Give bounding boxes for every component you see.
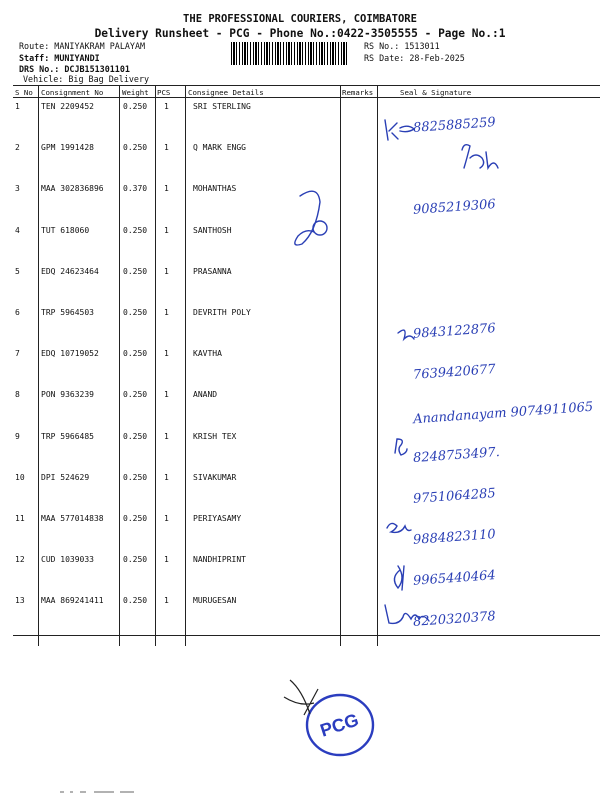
table-row bbox=[13, 139, 600, 180]
handwritten-phone: 9751064285 bbox=[412, 485, 497, 507]
cell-pcs: 1 bbox=[164, 143, 169, 153]
staff-label: Staff: MUNIYANDI bbox=[19, 53, 100, 63]
cell-sno: 9 bbox=[15, 431, 20, 441]
table-row bbox=[13, 180, 600, 221]
cell-weight: 0.250 bbox=[123, 225, 148, 235]
table-row bbox=[13, 428, 600, 469]
cell-pcs: 1 bbox=[164, 390, 169, 400]
cell-sno: 2 bbox=[15, 143, 20, 153]
cell-sno: 3 bbox=[15, 184, 20, 194]
cell-consignment: EDQ 24623464 bbox=[41, 266, 99, 276]
cell-consignee: ANAND bbox=[193, 390, 218, 400]
cell-consignment: TRP 5964503 bbox=[41, 308, 94, 317]
cell-pcs: 1 bbox=[164, 431, 169, 441]
pcg-stamp bbox=[280, 675, 390, 765]
column-header-remarks: Remarks bbox=[342, 88, 374, 97]
table-row bbox=[13, 386, 600, 427]
cell-consignment: TRP 5966485 bbox=[41, 431, 94, 441]
cell-consignment: PON 9363239 bbox=[41, 390, 94, 400]
cell-sno: 6 bbox=[15, 308, 20, 317]
cell-pcs: 1 bbox=[164, 555, 169, 565]
cell-consignee: SIVAKUMAR bbox=[193, 472, 237, 482]
cell-consignment: MAA 577014838 bbox=[41, 514, 104, 523]
table-row bbox=[13, 345, 600, 386]
cell-sno: 1 bbox=[15, 102, 20, 111]
column-header-consignment: Consignment No bbox=[41, 88, 104, 97]
footer-marks bbox=[60, 790, 150, 794]
cell-sno: 5 bbox=[15, 266, 20, 276]
cell-weight: 0.250 bbox=[123, 102, 148, 111]
runsheet-subtitle: Delivery Runsheet - PCG - Phone No.:0422-3505555 - Page No.:1 bbox=[94, 27, 506, 40]
cell-pcs: 1 bbox=[164, 225, 169, 235]
route-label: Route: MANIYAKRAM PALAYAM bbox=[19, 41, 146, 51]
handwritten-phone: 9884823110 bbox=[412, 527, 497, 548]
cell-consignee: SANTHOSH bbox=[193, 225, 232, 235]
cell-consignee: NANDHIPRINT bbox=[193, 555, 246, 565]
table-row bbox=[13, 304, 600, 345]
cell-consignee: PERIYASAMY bbox=[193, 514, 242, 523]
cell-consignment: CUD 1039033 bbox=[41, 555, 94, 565]
table-bottom-border bbox=[13, 635, 600, 636]
cell-consignee: MURUGESAN bbox=[193, 596, 237, 606]
cell-pcs: 1 bbox=[164, 349, 169, 359]
table-row bbox=[13, 592, 600, 633]
vehicle-label: Vehicle: Big Bag Delivery bbox=[23, 74, 150, 84]
table-row bbox=[13, 263, 600, 304]
cell-pcs: 1 bbox=[164, 472, 169, 482]
cell-consignee: KRISH TEX bbox=[193, 431, 237, 441]
cell-pcs: 1 bbox=[164, 266, 169, 276]
cell-sno: 4 bbox=[15, 225, 20, 235]
stamp-text: PCG bbox=[317, 709, 362, 741]
cell-pcs: 1 bbox=[164, 184, 169, 194]
cell-weight: 0.250 bbox=[123, 143, 148, 153]
cell-pcs: 1 bbox=[164, 308, 169, 317]
cell-pcs: 1 bbox=[164, 514, 169, 523]
cell-consignee: KAVTHA bbox=[193, 349, 222, 359]
cell-pcs: 1 bbox=[164, 102, 169, 111]
table-top-border bbox=[13, 85, 600, 86]
cell-weight: 0.250 bbox=[123, 431, 148, 441]
cell-weight: 0.250 bbox=[123, 555, 148, 565]
column-header-sno: S No bbox=[15, 88, 33, 97]
cell-weight: 0.250 bbox=[123, 390, 148, 400]
company-title: THE PROFESSIONAL COURIERS, COIMBATORE bbox=[183, 13, 417, 25]
handwritten-phone: 8825885259 bbox=[412, 115, 497, 136]
handwritten-phone: 9965440464 bbox=[412, 568, 497, 590]
cell-sno: 11 bbox=[15, 514, 25, 523]
cell-consignment: MAA 869241411 bbox=[41, 596, 104, 606]
column-header-seal: Seal & Signature bbox=[400, 88, 472, 97]
cell-sno: 13 bbox=[15, 596, 25, 606]
column-header-weight: Weight bbox=[122, 88, 149, 97]
cell-consignment: TEN 2209452 bbox=[41, 102, 94, 111]
cell-consignee: PRASANNA bbox=[193, 266, 232, 276]
rs-number: RS No.: 1513011 bbox=[364, 41, 440, 51]
cell-sno: 8 bbox=[15, 390, 20, 400]
cell-weight: 0.250 bbox=[123, 472, 148, 482]
handwritten-phone: 8248753497. bbox=[412, 444, 501, 466]
cell-consignee: SRI STERLING bbox=[193, 102, 251, 111]
cell-weight: 0.250 bbox=[123, 349, 148, 359]
rs-date: RS Date: 28-Feb-2025 bbox=[364, 53, 465, 63]
barcode bbox=[231, 42, 349, 65]
cell-consignment: GPM 1991428 bbox=[41, 143, 94, 153]
cell-weight: 0.250 bbox=[123, 308, 148, 317]
cell-weight: 0.250 bbox=[123, 266, 148, 276]
table-row bbox=[13, 98, 600, 139]
column-header-consignee: Consignee Details bbox=[188, 88, 264, 97]
cell-consignment: EDQ 10719052 bbox=[41, 349, 99, 359]
handwritten-phone: 7639420677 bbox=[412, 362, 497, 384]
table-row bbox=[13, 551, 600, 592]
handwritten-phone: 8220320378 bbox=[412, 609, 497, 631]
cell-weight: 0.370 bbox=[123, 184, 148, 194]
cell-consignment: MAA 302836896 bbox=[41, 184, 104, 194]
cell-consignment: TUT 618060 bbox=[41, 225, 90, 235]
cell-consignee: MOHANTHAS bbox=[193, 184, 237, 194]
cell-consignee: DEVRITH POLY bbox=[193, 308, 251, 317]
cell-consignment: DPI 524629 bbox=[41, 472, 90, 482]
table-row bbox=[13, 469, 600, 510]
table-row bbox=[13, 510, 600, 551]
cell-sno: 12 bbox=[15, 555, 25, 565]
cell-weight: 0.250 bbox=[123, 514, 148, 523]
handwritten-phone: 9843122876 bbox=[412, 321, 497, 342]
handwritten-phone: 9085219306 bbox=[412, 197, 497, 219]
cell-weight: 0.250 bbox=[123, 596, 148, 606]
drs-number: DRS No.: DCJB151301101 bbox=[19, 64, 130, 74]
cell-sno: 10 bbox=[15, 472, 25, 482]
handwritten-phone: Anandanayam 9074911065 bbox=[412, 400, 594, 428]
cell-consignee: Q MARK ENGG bbox=[193, 143, 246, 153]
cell-pcs: 1 bbox=[164, 596, 169, 606]
cell-sno: 7 bbox=[15, 349, 20, 359]
column-header-pcs: PCS bbox=[157, 88, 171, 97]
table-row bbox=[13, 222, 600, 263]
